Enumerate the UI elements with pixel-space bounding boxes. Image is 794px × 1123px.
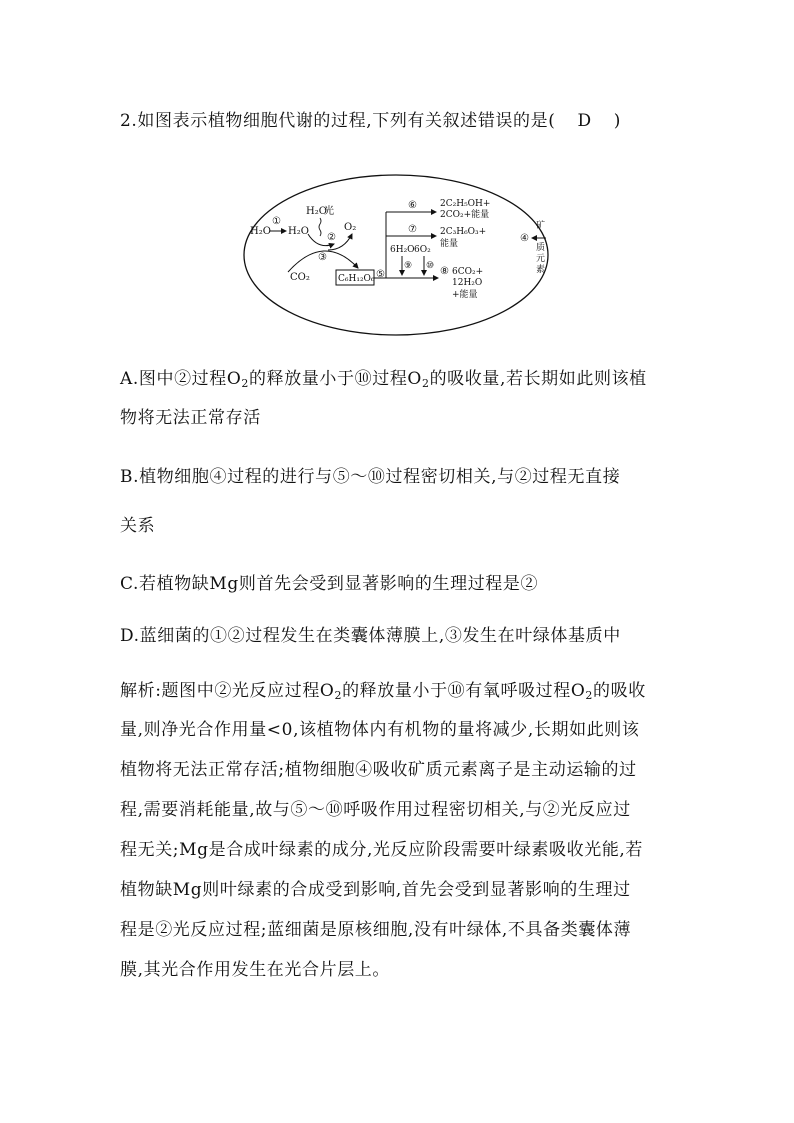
analysis-line4: 程,需要消耗能量,故与⑤～⑩呼吸作用过程密切相关,与②光反应过 [120,800,631,820]
question-close: ) [613,111,621,131]
analysis-line1 [120,676,646,702]
process-3-label: ③ [318,252,327,263]
o2-6-label: 6O₂ [414,245,431,255]
process-2-label: ② [327,232,336,243]
product-8-line2: 12H₂O [452,278,483,288]
h2o-mid-label: H₂O [288,226,309,237]
process-1-label: ① [272,216,281,227]
subscript-2: 2 [334,689,343,702]
analysis-line6: 植物缺Mg则叶绿素的合成受到影响,首先会受到显著影响的生理过 [120,880,631,900]
subscript-2: 2 [585,689,594,702]
process-10-label: ⑩ [426,261,435,271]
analysis-text-1: 解析:题图中②光反应过程O [120,681,335,701]
mineral-char-4: 素 [536,265,546,275]
analysis-line8: 膜,其光合作用发生在光合片层上。 [120,960,391,980]
process-4-label: ④ [520,233,529,244]
analysis-line2: 量,则净光合作用量<0,该植物体内有机物的量将减少,长期如此则该 [120,720,640,740]
product-6-line1: 2C₂H₅OH+ [440,199,491,209]
analysis-text-2: 的释放量小于⑩有氧呼吸过程O [342,681,586,701]
option-a-text-2: 的释放量小于⑩过程O [249,369,422,389]
process-6-label: ⑥ [408,200,417,211]
question-text: 2.如图表示植物细胞代谢的过程,下列有关叙述错误的是( [120,111,556,131]
option-c: C.若植物缺Mg则首先会受到显著影响的生理过程是② [120,574,539,594]
option-a-text-1: A.图中②过程O [120,369,242,389]
h2o-left-label: H₂O [250,226,271,237]
glucose-label: C₆H₁₂O₆ [338,274,375,284]
subscript-2: 2 [421,377,430,390]
co2-label: CO₂ [290,272,310,283]
question-stem [120,106,621,131]
process-7-label: ⑦ [408,224,417,235]
option-d: D.蓝细菌的①②过程发生在类囊体薄膜上,③发生在叶绿体基质中 [120,626,621,646]
cell-outline [244,175,548,335]
light-label: 光 [324,206,334,217]
option-b-line2: 关系 [120,516,156,536]
option-b-line1: B.植物细胞④过程的进行与⑤～⑩过程密切相关,与②过程无直接 [120,467,621,487]
option-a-text-3: 的吸收量,若长期如此则该植 [429,369,647,389]
mineral-char-1: 矿 [536,221,546,231]
subscript-2: 2 [241,377,250,390]
process-8-label: ⑧ [440,266,449,277]
metabolism-diagram [240,170,552,340]
option-a-line2: 物将无法正常存活 [120,408,261,428]
option-a-line1 [120,364,647,390]
o2-label: O₂ [344,222,357,233]
product-6-line2: 2CO₂+能量 [440,210,490,220]
mineral-char-2: 质 [536,243,546,253]
light-wave [319,218,321,236]
answer-letter: D [577,111,592,131]
h2o-top-label: H₂O [306,206,327,217]
analysis-line3: 植物将无法正常存活;植物细胞④吸收矿质元素离子是主动运输的过 [120,760,637,780]
product-7-line1: 2C₃H₆O₃+ [440,227,487,237]
product-8-line1: 6CO₂+ [452,267,484,277]
process-9-label: ⑨ [404,261,413,271]
analysis-text-3: 的吸收 [593,681,646,701]
product-8-line3: +能量 [452,290,478,300]
h2o-6-label: 6H₂O [390,245,415,255]
analysis-line5: 程无关;Mg是合成叶绿素的成分,光反应阶段需要叶绿素吸收光能,若 [120,840,644,860]
process-5-label: ⑤ [376,269,385,280]
analysis-line7: 程是②光反应过程;蓝细菌是原核细胞,没有叶绿体,不具备类囊体薄 [120,920,632,940]
mineral-char-3: 元 [536,254,546,264]
product-7-line2: 能量 [440,239,459,249]
